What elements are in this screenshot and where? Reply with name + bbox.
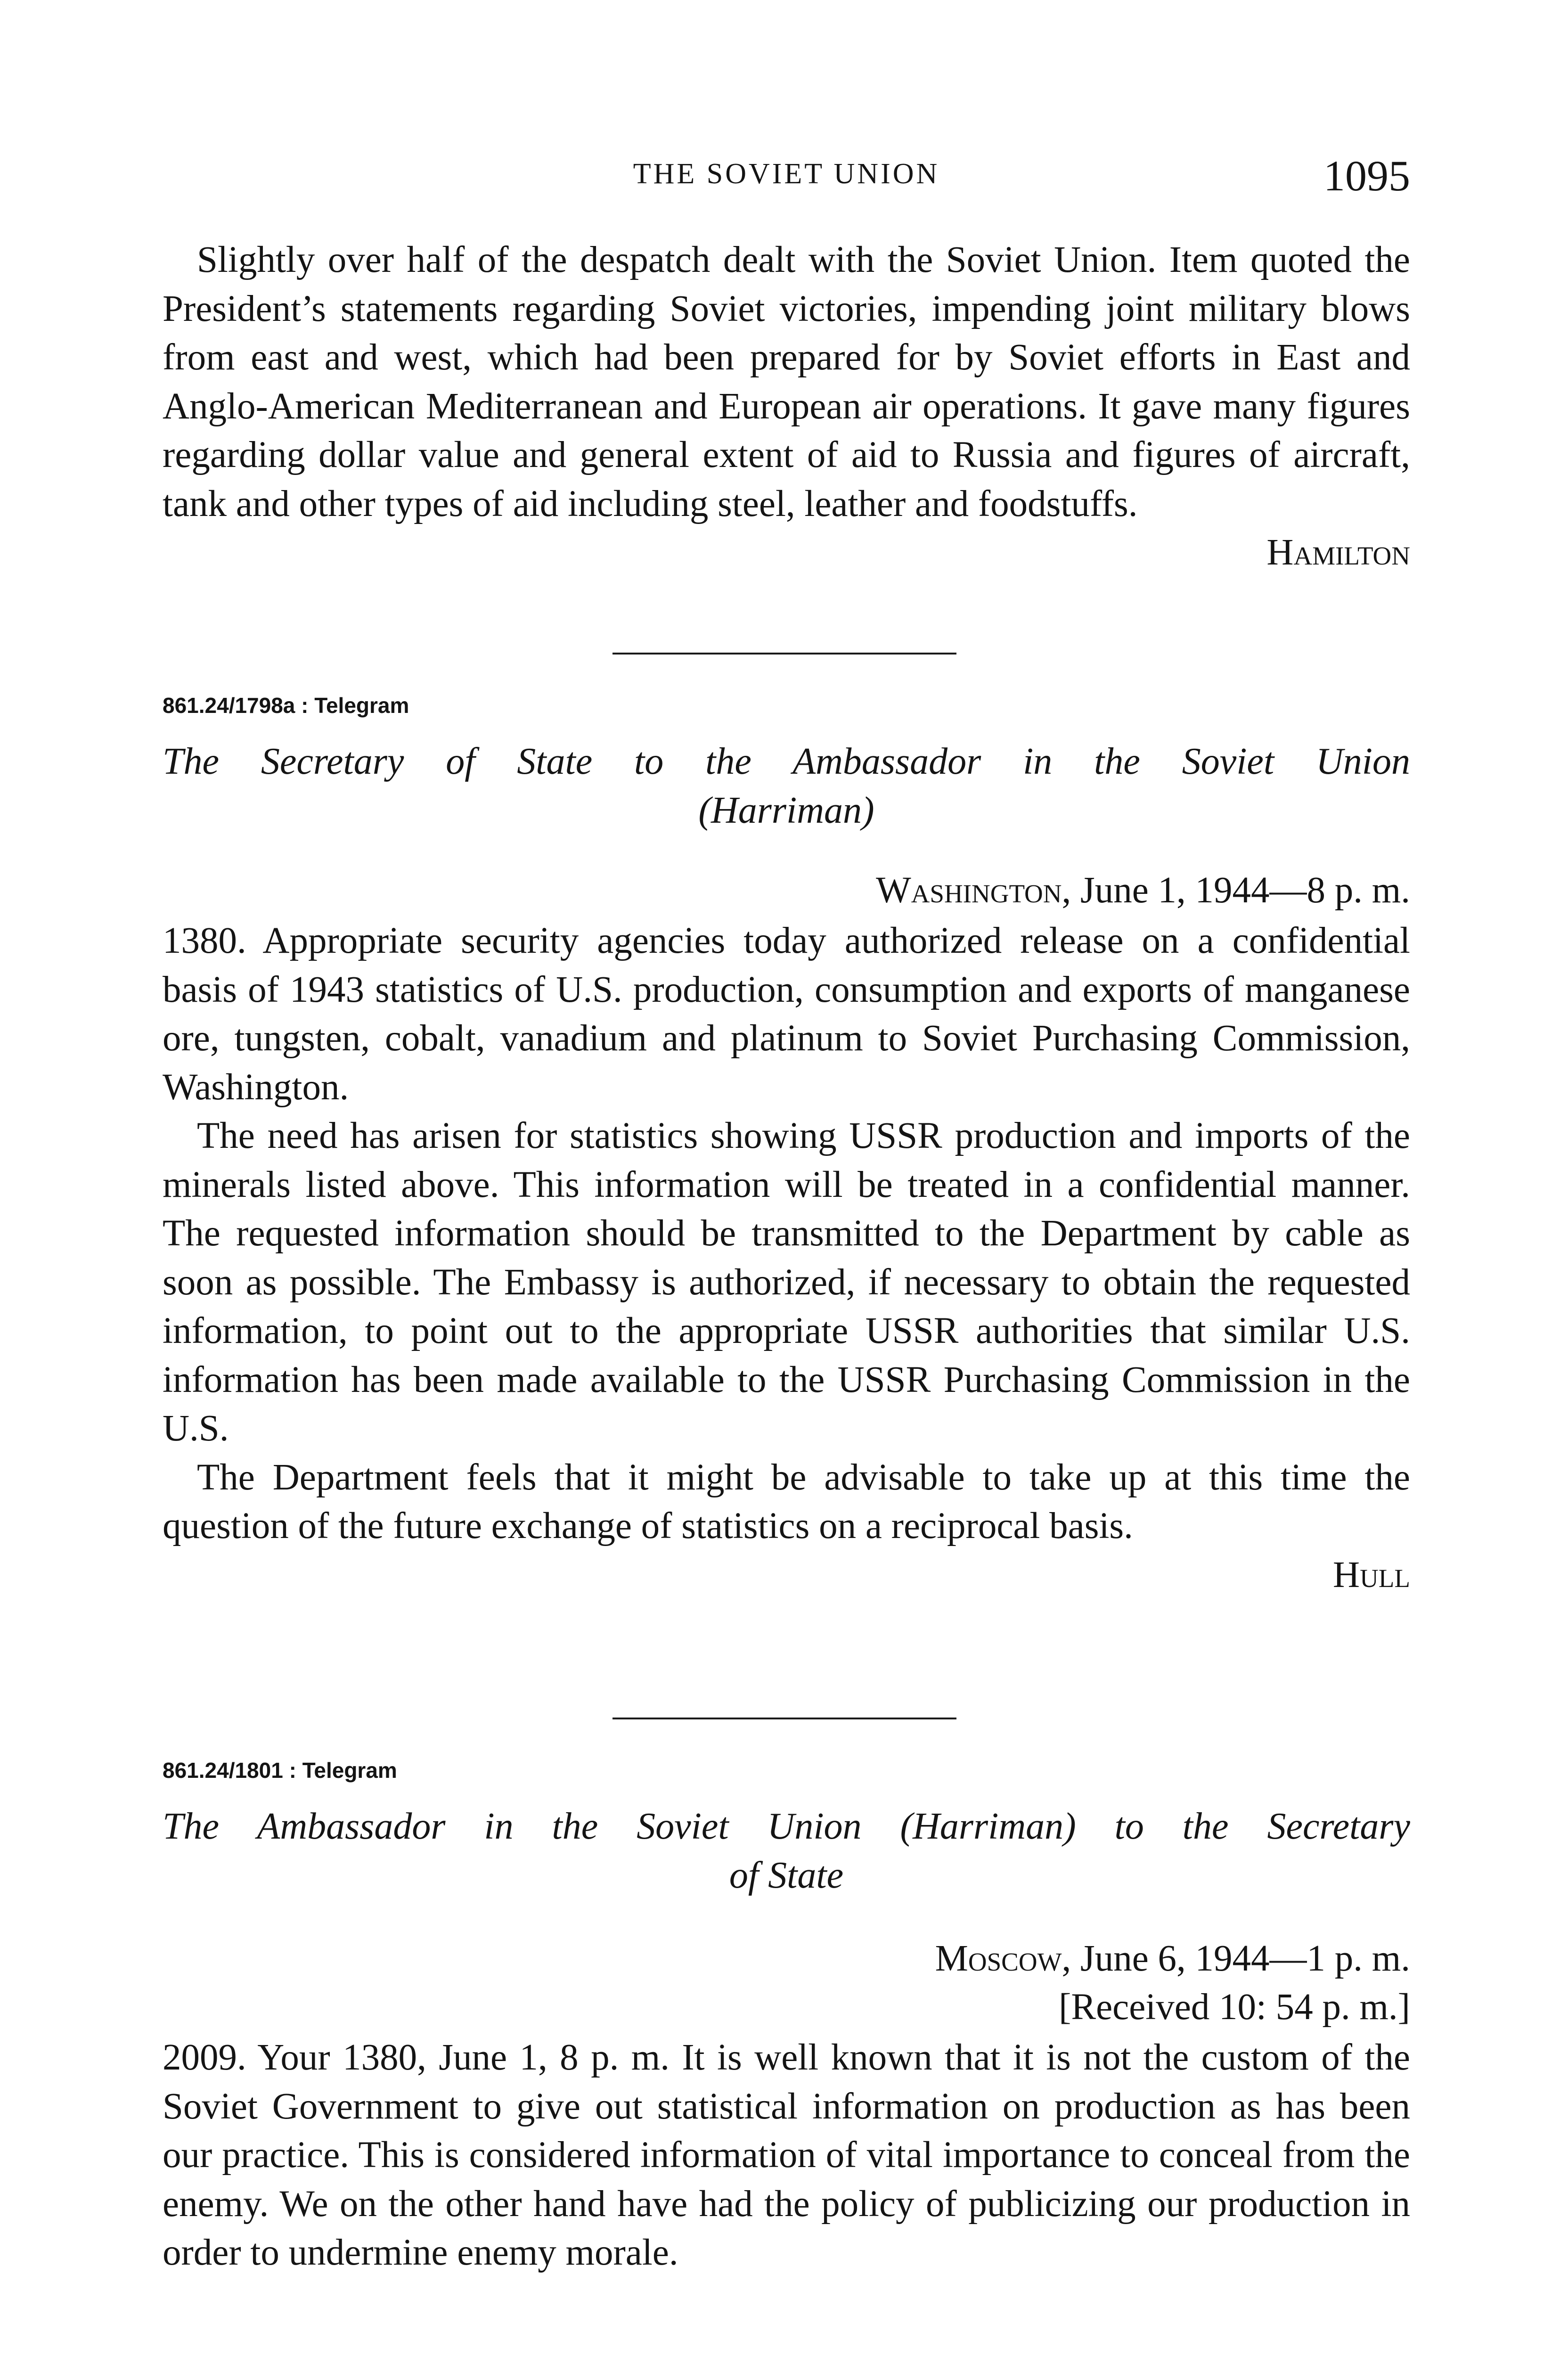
body-paragraph: 1380. Appropriate security agencies today authorized release on a confidential basis of 1943 statistics of U.S. production, consumption and exports of manganese ore, tungsten, cobalt, vanadium and platinum to Soviet Purchasing Commission, Washington. [163, 920, 1410, 1108]
page-number: 1095 [1323, 152, 1410, 200]
heading-line-2: of State [729, 1854, 844, 1896]
document-body [163, 2033, 1410, 2277]
file-number: 861.24/1798a : Telegram [163, 693, 409, 718]
heading-line-2: (Harriman) [698, 789, 874, 831]
dateline-place: Moscow [935, 1938, 1062, 1979]
body-paragraph: Slightly over half of the despatch dealt with the Soviet Union. Item quoted the President’s statements regarding Soviet victories, impending joint military blows from east and west, which had been prepared for by Soviet efforts in East and Anglo-American Mediterranean and European air operations. It gave many figures regarding dollar value and general extent of aid to Russia and figures of aircraft, tank and other types of aid including steel, leather and foodstuffs. [163, 239, 1410, 524]
signature: Hamilton [1266, 532, 1410, 573]
document-heading [163, 1802, 1410, 1900]
top-section [163, 236, 1410, 577]
heading-line-1: The Secretary of State to the Ambassador in the Soviet Union [163, 741, 1410, 782]
dateline-place: Washington [876, 870, 1062, 911]
file-number: 861.24/1801 : Telegram [163, 1758, 397, 1783]
signature: Hull [1333, 1554, 1410, 1595]
heading-line-1: The Ambassador in the Soviet Union (Harriman) to the Secretary [163, 1806, 1410, 1847]
body-paragraph: The need has arisen for statistics showing USSR production and imports of the minerals listed above. This information will be treated in a confidential manner. The requested information should be transmitted to the Department by cable as soon as possible. The Embassy is authorized, if necessary to obtain the requested information, to point out to the appropriate USSR authorities that similar U.S. information has been made available to the USSR Purchasing Commission in the U.S. [163, 1115, 1410, 1449]
section-divider [612, 653, 956, 654]
document-heading [163, 737, 1410, 835]
section-divider [612, 1718, 956, 1719]
body-paragraph: 2009. Your 1380, June 1, 8 p. m. It is well known that it is not the custom of the Soviet Government to give out statistical information on production as has been our practice. This is considered information of vital importance to conceal from the enemy. We on the other hand have had the policy of publicizing our production in order to undermine enemy morale. [163, 2037, 1410, 2273]
dateline-date: , June 6, 1944—1 p. m. [1062, 1938, 1410, 1979]
dateline [163, 866, 1410, 915]
running-title: THE SOVIET UNION [633, 158, 940, 190]
document-body [163, 916, 1410, 1599]
dateline [163, 1934, 1410, 1983]
received-note: [Received 10: 54 p. m.] [1059, 1987, 1410, 2028]
dateline-date: , June 1, 1944—8 p. m. [1062, 870, 1410, 911]
running-head [163, 151, 1410, 203]
body-paragraph: The Department feels that it might be advisable to take up at this time the question of the future exchange of statistics on a reciprocal basis. [163, 1456, 1410, 1546]
